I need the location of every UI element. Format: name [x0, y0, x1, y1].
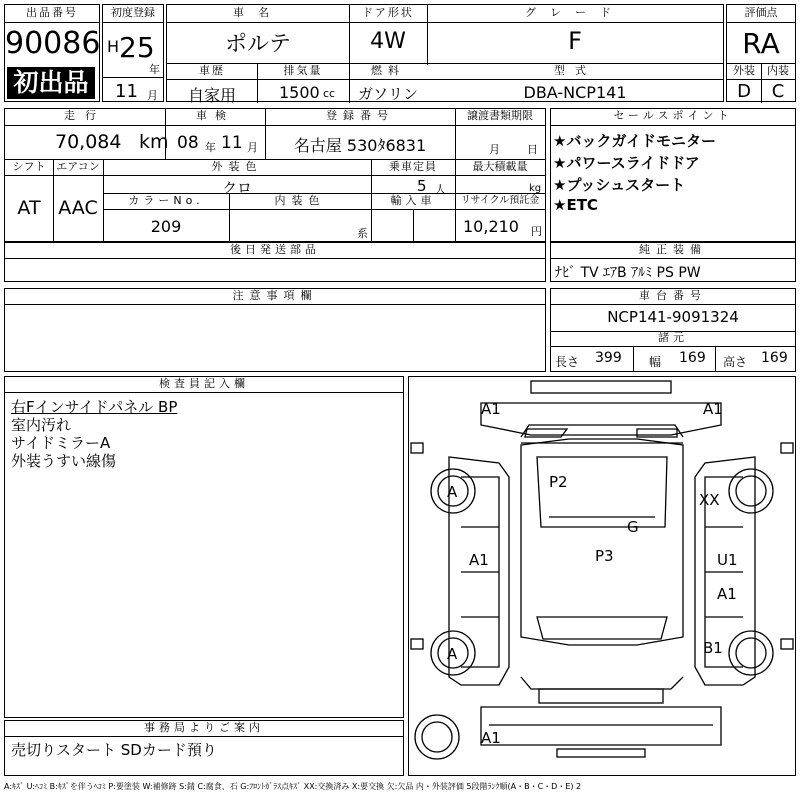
later-parts-box — [4, 242, 546, 282]
ac-label: エアコン — [56, 160, 100, 173]
mark-rear-left-wheel: A — [447, 645, 458, 663]
capacity-label: 乗車定員 — [389, 160, 437, 173]
office-box — [4, 720, 404, 776]
interior-grade: C — [771, 81, 785, 102]
mark-hood: P2 — [549, 473, 568, 491]
inspection-label: 車検 — [196, 109, 234, 122]
first-registration-box — [102, 4, 164, 102]
fuel: ガソリン — [357, 85, 418, 103]
mark-windshield: G — [627, 518, 639, 536]
office-label: 事務局よりご案内 — [144, 721, 264, 734]
score: RA — [742, 27, 780, 60]
mark-front-left: A1 — [481, 400, 501, 418]
mark-front-right: A1 — [703, 400, 723, 418]
year-unit: 年 — [149, 63, 160, 76]
office-text: 売切りスタート SDカード預り — [11, 741, 217, 759]
door-label: ドア形状 — [362, 6, 414, 19]
mark-roof: P3 — [595, 547, 614, 565]
score-box — [726, 4, 796, 102]
year-number: 25 — [119, 31, 155, 64]
sales-point-item: ★バックガイドモニター — [553, 132, 716, 150]
plate-label: 登録番号 — [326, 109, 394, 122]
width: 169 — [679, 350, 706, 366]
plate: 名古屋 530ﾀ6831 — [293, 136, 427, 155]
legend: A:ｷｽﾞ U:ﾍｺﾐ B:ｷｽﾞを伴うﾍｺﾐ P:要塗装 W:補修跡 S:錆 C:腐食、石 G:ﾌﾛﾝﾄｶﾞﾗｽ点ｷｽﾞ XX:交換済み X:要交換 欠:欠品 内・外装評価 5段階ﾗﾝｸ順(A・B・C・D・E) 2 — [4, 782, 582, 791]
load-unit: kg — [529, 183, 542, 194]
color-no: 209 — [150, 217, 182, 236]
inspector-note: 右Fインサイドパネル BP — [11, 398, 178, 416]
sales-point-item: ★ETC — [553, 196, 598, 214]
car-diagram-svg — [409, 377, 795, 775]
lot-number-box — [4, 4, 100, 102]
mark-front-right-fender: XX — [699, 491, 720, 509]
int-color-label: 内装色 — [274, 194, 326, 207]
sales-points-box — [550, 108, 796, 242]
car-diagram — [408, 376, 796, 776]
recycle-label: リサイクル預託金 — [460, 195, 540, 206]
equipment-box — [550, 242, 796, 282]
exterior-grade-label: 外装 — [733, 64, 755, 77]
fuel-label: 燃料 — [371, 64, 405, 77]
length-label: 長さ — [555, 355, 580, 369]
mark-left-front-door: A1 — [469, 551, 489, 569]
score-label: 評価点 — [744, 6, 778, 19]
grade: F — [568, 27, 582, 55]
mileage-unit: km — [139, 131, 169, 153]
door-shape: 4W — [370, 29, 406, 54]
history-label: 車歴 — [199, 64, 225, 77]
mark-right-rear-door: A1 — [717, 585, 737, 603]
inspector-note: 室内汚れ — [11, 416, 72, 434]
chassis-label: 車台番号 — [639, 289, 707, 302]
dims-label: 諸元 — [658, 331, 688, 344]
inspection-month: 11 — [221, 133, 243, 153]
exterior-grade: D — [737, 81, 751, 102]
equipment-label: 純正装備 — [639, 243, 707, 256]
history: 自家用 — [187, 86, 236, 105]
mark-front-left-wheel: A — [447, 483, 458, 501]
inspector-label: 検査員記入欄 — [159, 377, 249, 390]
details-box — [4, 108, 546, 242]
inspection-month-unit: 月 — [247, 141, 258, 154]
mileage-label: 走行 — [64, 109, 106, 122]
import-label: 輸入車 — [390, 194, 436, 207]
shift-label: シフト — [12, 160, 46, 173]
grade-label: グレード — [525, 6, 625, 19]
transfer-month-unit: 月 — [489, 143, 500, 156]
recycle: 10,210 — [463, 217, 519, 236]
capacity-unit: 人 — [435, 183, 446, 196]
mark-rear-right-fender: B1 — [703, 639, 723, 657]
notes-box — [4, 288, 546, 372]
inspector-box — [4, 376, 404, 718]
ac: AAC — [58, 197, 98, 219]
inspection-year-unit: 年 — [205, 141, 216, 154]
car-name: ポルテ — [224, 32, 291, 57]
chassis-box — [550, 288, 796, 372]
era: H — [107, 37, 120, 56]
later-parts-label: 後日発送部品 — [230, 243, 320, 256]
length: 399 — [595, 350, 622, 366]
lot-number: 90086 — [5, 26, 101, 61]
height-label: 高さ — [723, 355, 748, 369]
model-label: 型式 — [554, 64, 596, 77]
mileage: 70,084 — [55, 131, 122, 153]
sales-point-item: ★パワースライドドア — [553, 154, 700, 172]
inspector-note: サイドミラーA — [11, 434, 111, 452]
ext-color-label: 外装色 — [211, 160, 263, 173]
inspection-year: 08 — [177, 133, 199, 153]
shift: AT — [17, 197, 41, 219]
displacement: 1500 — [279, 83, 320, 102]
lot-no-label: 出品番号 — [26, 6, 78, 19]
mark-right-front-door: U1 — [717, 551, 738, 569]
displacement-unit: cc — [323, 87, 336, 100]
notes-label: 注意事項欄 — [232, 289, 318, 302]
month-number: 11 — [115, 81, 138, 102]
month-unit: 月 — [147, 89, 158, 102]
mark-rear: A1 — [481, 729, 501, 747]
interior-grade-label: 内装 — [767, 64, 789, 77]
displacement-label: 排気量 — [283, 64, 323, 77]
car-name-label: 車名 — [233, 6, 283, 19]
inspector-note: 外装うすい線傷 — [11, 452, 117, 470]
equipment-value: ﾅﾋﾞ TV ｴｱB ｱﾙﾐ PS PW — [555, 265, 701, 281]
model: DBA-NCP141 — [523, 83, 627, 102]
first-reg-label: 初度登録 — [111, 6, 155, 19]
transfer-label: 譲渡書類期限 — [467, 109, 533, 122]
recycle-unit: 円 — [531, 225, 542, 238]
load-label: 最大積載量 — [472, 160, 528, 173]
height: 169 — [761, 350, 788, 366]
first-listing-badge: 初出品 — [7, 67, 95, 99]
vehicle-info-box — [166, 4, 724, 105]
sales-points-label: セールスポイント — [613, 109, 733, 122]
color-no-label: カラーNo. — [128, 194, 204, 207]
capacity: 5 — [417, 177, 427, 195]
width-label: 幅 — [649, 355, 662, 369]
chassis-number: NCP141-9091324 — [607, 308, 739, 326]
ext-color: クロ — [221, 179, 252, 197]
int-color-unit: 系 — [357, 227, 368, 240]
sales-point-item: ★プッシュスタート — [553, 176, 686, 194]
transfer-day-unit: 日 — [527, 143, 538, 156]
